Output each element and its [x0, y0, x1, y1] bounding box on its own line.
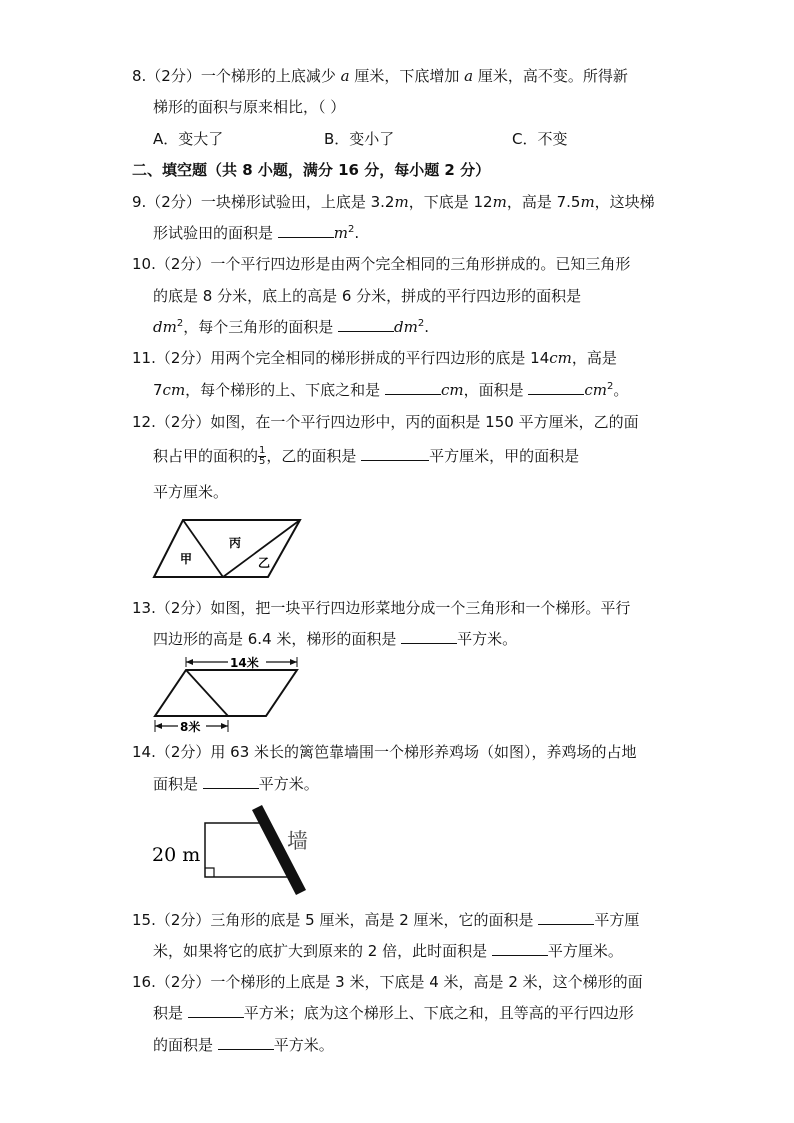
q8-line2: 梯形的面积与原来相比，（ ） [153, 98, 346, 116]
answer-blank[interactable] [492, 941, 548, 956]
q13-parallelogram-figure [148, 652, 308, 738]
q12-line2: 积占甲的面积的 $\frac{1}{5}$ ，乙的面积是 平方厘米，甲的面积是 [153, 445, 580, 467]
q10-line2: 的底是 8 分米，底上的高是 6 分米，拼成的平行四边形的面积是 [153, 287, 582, 305]
q16-line3: 的面积是 平方米。 [153, 1036, 334, 1054]
answer-blank[interactable] [203, 774, 259, 789]
answer-blank[interactable] [338, 317, 394, 332]
q14-line1: 14.（2分）用 63 米长的篱笆靠墙围一个梯形养鸡场（如图），养鸡场的占地 [132, 743, 637, 761]
answer-blank[interactable] [278, 223, 334, 238]
q8-line1: 8.（2分）一个梯形的上底减少 a 厘米，下底增加 a 厘米，高不变。所得新 [132, 67, 628, 85]
label-8m: 8米 [180, 720, 201, 734]
label-bing: 丙 [229, 536, 242, 550]
answer-blank[interactable] [538, 910, 594, 925]
answer-blank[interactable] [188, 1003, 244, 1018]
q16-line2: 积是 平方米；底为这个梯形上、下底之和，且等高的平行四边形 [153, 1004, 634, 1022]
answer-blank[interactable] [361, 446, 429, 461]
q13-line2: 四边形的高是 6.4 米，梯形的面积是 平方米。 [153, 630, 518, 648]
q12-parallelogram-figure [150, 515, 305, 583]
q8-option-a: A．变大了 [153, 130, 224, 148]
label-wall: 墙 [287, 829, 308, 853]
q16-line1: 16.（2分）一个梯形的上底是 3 米，下底是 4 米，高是 2 米，这个梯形的面 [132, 973, 643, 991]
q15-line1: 15.（2分）三角形的底是 5 厘米，高是 2 厘米，它的面积是 平方厘 [132, 911, 640, 929]
q12-line3: 平方厘米。 [153, 483, 229, 501]
q13-line1: 13.（2分）如图，把一块平行四边形菜地分成一个三角形和一个梯形。平行 [132, 599, 631, 617]
answer-blank[interactable] [401, 629, 457, 644]
q14-trapezoid-wall-figure [150, 806, 320, 898]
q10-line3: $dm^2$，每个三角形的面积是 $dm^2$. [153, 318, 429, 336]
q15-line2: 米，如果将它的底扩大到原来的 2 倍，此时面积是 平方厘米。 [153, 942, 623, 960]
q9-line1: 9.（2分）一块梯形试验田，上底是 3.2m，下底是 12m，高是 7.5m，这块梯 [132, 193, 655, 211]
q9-line2: 形试验田的面积是 $m^2$. [153, 224, 360, 242]
q8-option-c: C．不变 [512, 130, 568, 148]
label-jia: 甲 [180, 552, 193, 566]
section-heading: 二、填空题（共 8 小题，满分 16 分，每小题 2 分） [132, 161, 491, 179]
q11-line1: 11.（2分）用两个完全相同的梯形拼成的平行四边形的底是 14cm，高是 [132, 349, 617, 367]
label-14m: 14米 [230, 656, 259, 670]
label-yi: 乙 [258, 556, 271, 570]
q10-line1: 10.（2分）一个平行四边形是由两个完全相同的三角形拼成的。已知三角形 [132, 255, 631, 273]
label-height: 20 m [152, 844, 201, 866]
q8-option-b: B．变小了 [324, 130, 395, 148]
answer-blank[interactable] [528, 380, 584, 395]
q12-line1: 12.（2分）如图，在一个平行四边形中，丙的面积是 150 平方厘米，乙的面 [132, 413, 639, 431]
fraction: $\frac{1}{5}$ [259, 445, 266, 467]
q14-line2: 面积是 平方米。 [153, 775, 319, 793]
q11-line2: 7cm，每个梯形的上、下底之和是 cm，面积是 $cm^2$。 [153, 381, 629, 399]
answer-blank[interactable] [385, 380, 441, 395]
answer-blank[interactable] [218, 1035, 274, 1050]
